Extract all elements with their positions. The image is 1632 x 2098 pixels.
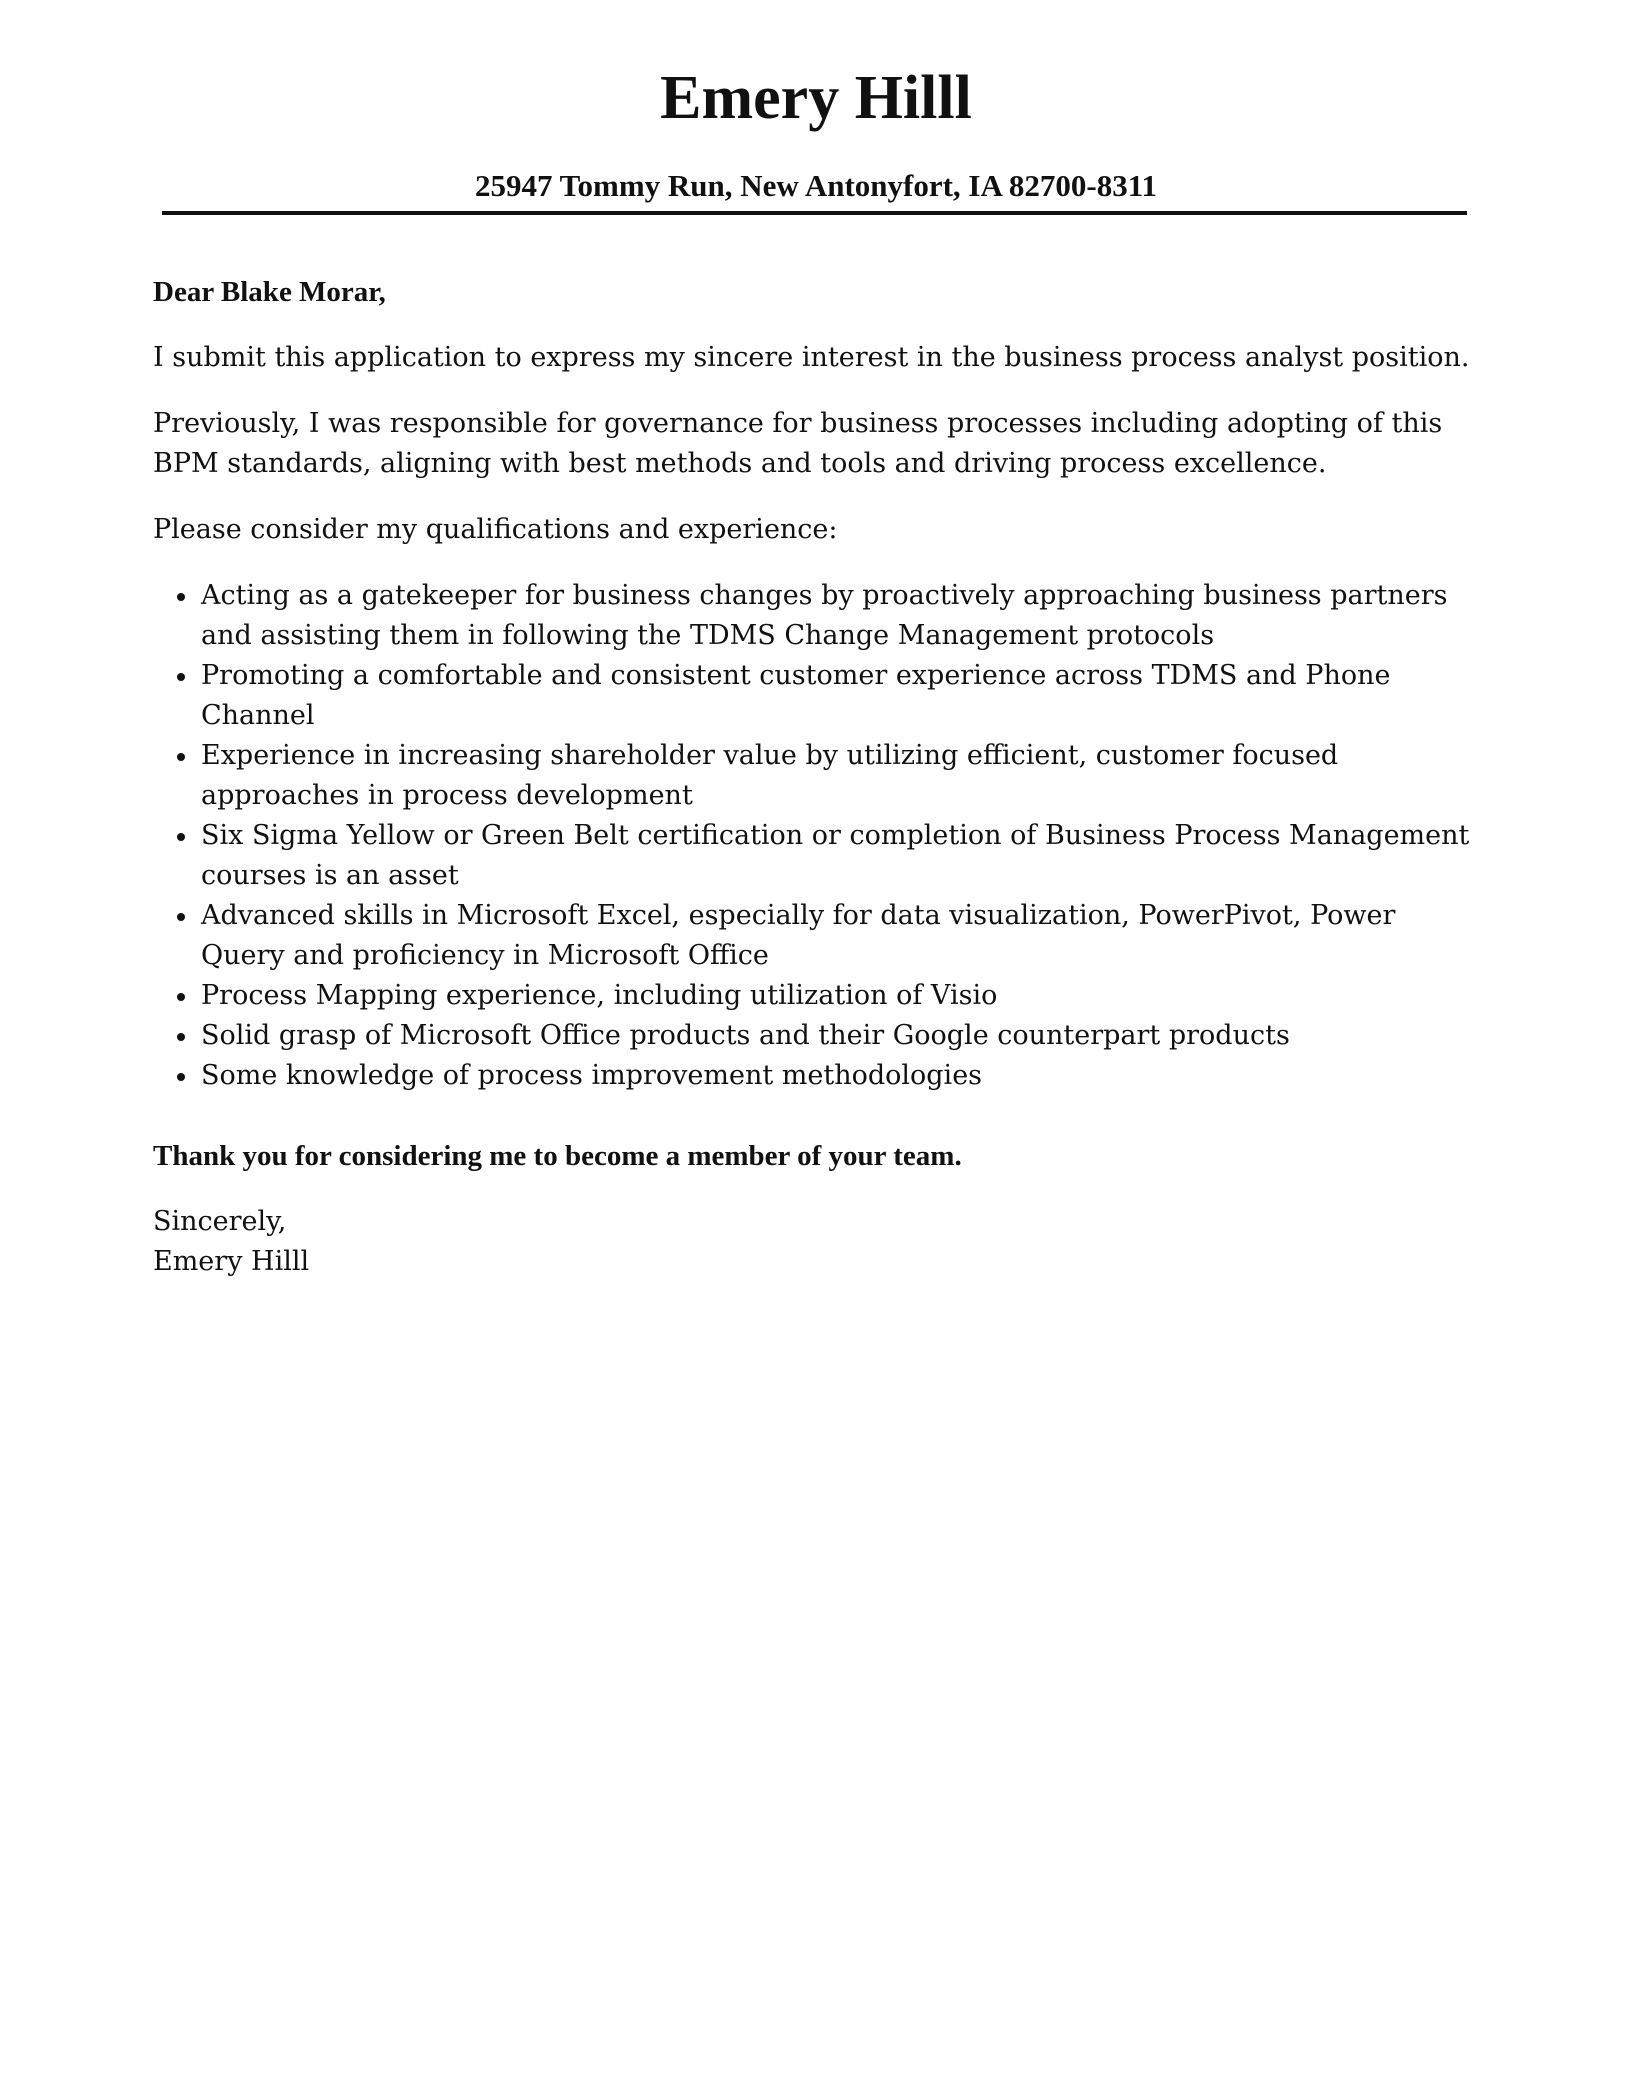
qualification-text: Advanced skills in Microsoft Excel, especially for data visualization, PowerPivot, Power Query and proficiency in Microsoft Office — [201, 900, 1396, 971]
bullet-dot-icon — [177, 1073, 185, 1081]
closing-line: Thank you for considering me to become a member of your team. — [153, 1140, 962, 1172]
bullet-dot-icon — [177, 673, 185, 681]
experience-paragraph: Previously, I was responsible for governance for business processes including adopting of this BPM standards, aligning with best methods and tools and driving process excellence. — [153, 408, 1443, 479]
header-divider — [162, 211, 1467, 215]
bullet-dot-icon — [177, 833, 185, 841]
qualifications-list — [153, 576, 1473, 1096]
qualification-item — [153, 656, 1473, 736]
qualification-text: Acting as a gatekeeper for business changes by proactively approaching business partners and assisting them in following the TDMS Change Management protocols — [201, 580, 1448, 651]
salutation: Dear Blake Morar, — [153, 276, 386, 308]
letter-body — [153, 272, 1473, 1282]
qualification-text: Solid grasp of Microsoft Office products and their Google counterpart products — [201, 1020, 1290, 1051]
qualification-item — [153, 976, 1473, 1016]
bullet-dot-icon — [177, 753, 185, 761]
qualifications-lead: Please consider my qualifications and experience: — [153, 514, 838, 545]
qualification-text: Six Sigma Yellow or Green Belt certification or completion of Business Process Management courses is an asset — [201, 820, 1470, 891]
qualification-text: Process Mapping experience, including utilization of Visio — [201, 980, 998, 1011]
qualification-item — [153, 736, 1473, 816]
bullet-dot-icon — [177, 993, 185, 1001]
qualification-text: Promoting a comfortable and consistent customer experience across TDMS and Phone Channel — [201, 660, 1391, 731]
qualification-item — [153, 816, 1473, 896]
signoff: Sincerely, — [153, 1206, 287, 1237]
qualification-text: Some knowledge of process improvement methodologies — [201, 1060, 983, 1091]
bullet-dot-icon — [177, 593, 185, 601]
sender-address: 25947 Tommy Run, New Antonyfort, IA 82700-8311 — [474, 168, 1158, 203]
qualification-item — [153, 896, 1473, 976]
signature-name: Emery Hilll — [153, 1246, 310, 1277]
qualification-text: Experience in increasing shareholder value by utilizing efficient, customer focused approaches in process development — [201, 740, 1339, 811]
intro-paragraph: I submit this application to express my sincere interest in the business process analyst position. — [153, 342, 1470, 373]
bullet-dot-icon — [177, 1033, 185, 1041]
qualification-item — [153, 576, 1473, 656]
bullet-dot-icon — [177, 913, 185, 921]
qualification-item — [153, 1056, 1473, 1096]
sender-name: Emery Hilll — [660, 64, 972, 132]
qualification-item — [153, 1016, 1473, 1056]
